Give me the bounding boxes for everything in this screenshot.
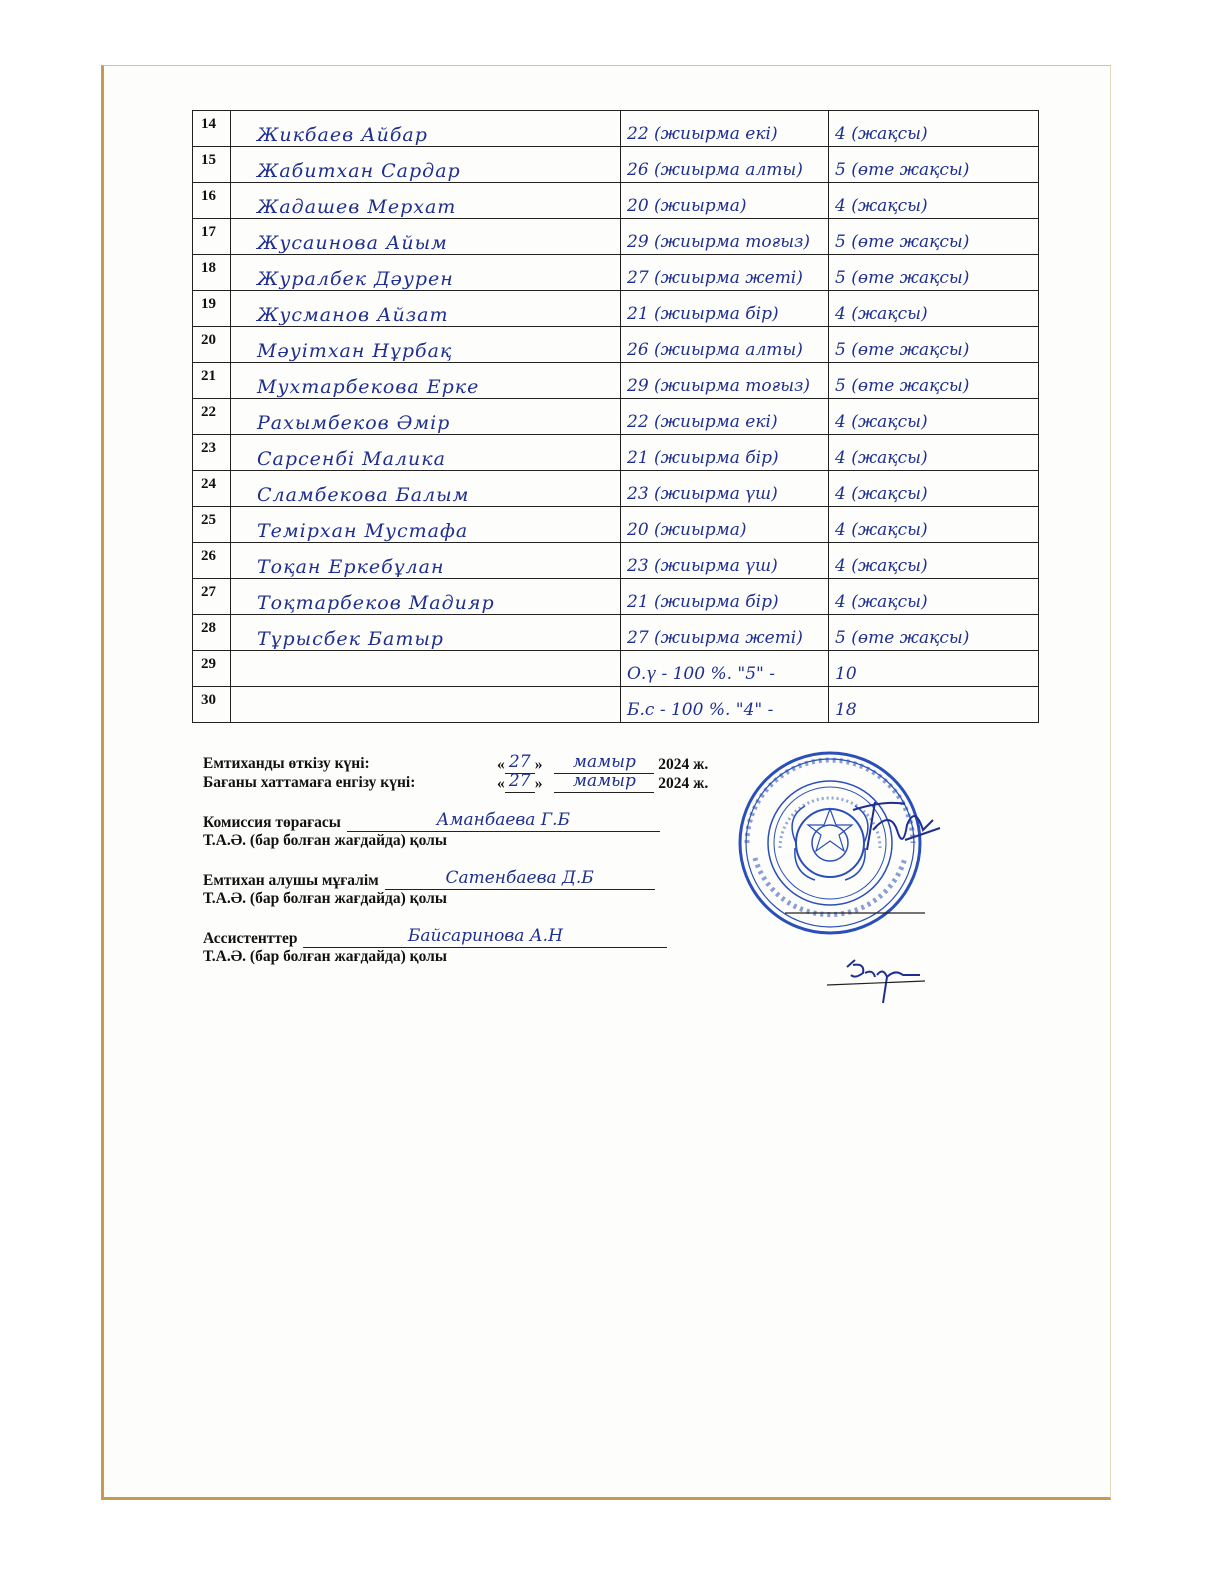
exam-year: 2024 ж.	[658, 756, 709, 773]
score-cell	[621, 219, 829, 255]
table-row	[193, 579, 1039, 615]
student-name: Жикбаев Айбар	[257, 124, 428, 146]
assistant-label: Ассистенттер	[203, 930, 298, 947]
mark-value: 5 (өте жақсы)	[835, 340, 970, 360]
table-row	[193, 435, 1039, 471]
student-name-cell	[231, 255, 621, 291]
student-name: Журалбек Дәурен	[257, 268, 454, 290]
student-name: Сламбекова Балым	[257, 484, 470, 506]
score-value: 26 (жиырма алты)	[627, 340, 803, 360]
score-cell	[621, 291, 829, 327]
student-name: Мухтарбекова Ерке	[257, 376, 480, 398]
score-value: 21 (жиырма бір)	[627, 592, 779, 612]
table-row	[193, 183, 1039, 219]
chair-caption: Т.А.Ә. (бар болған жағдайда) қолы	[203, 832, 447, 849]
score-value: 23 (жиырма үш)	[627, 556, 778, 576]
table-row	[193, 543, 1039, 579]
mark-cell	[829, 327, 1039, 363]
score-value: 22 (жиырма екі)	[627, 124, 778, 144]
score-value: 27 (жиырма жеті)	[627, 628, 803, 648]
score-value: 26 (жиырма алты)	[627, 160, 803, 180]
mark-value: 4 (жақсы)	[835, 520, 928, 540]
student-name: Рахымбеков Әмір	[257, 412, 451, 434]
row-number: 27	[193, 579, 231, 615]
table-row	[193, 291, 1039, 327]
table-row	[193, 615, 1039, 651]
teacher-name-field: Сатенбаева Д.Б	[385, 871, 655, 890]
chair-signature	[845, 790, 945, 860]
chair-label: Комиссия төрағасы	[203, 814, 341, 831]
student-name: Сарсенбі Малика	[257, 448, 446, 470]
table-row	[193, 147, 1039, 183]
row-number: 18	[193, 255, 231, 291]
exam-day: 27	[505, 755, 535, 774]
student-name: Тоқан Еркебұлан	[257, 556, 445, 578]
mark-value: 4 (жақсы)	[835, 304, 928, 324]
score-cell	[621, 327, 829, 363]
table-row	[193, 255, 1039, 291]
score-value: 29 (жиырма тоғыз)	[627, 376, 810, 396]
mark-cell	[829, 435, 1039, 471]
mark-cell	[829, 363, 1039, 399]
student-name	[231, 687, 620, 700]
mark-cell	[829, 111, 1039, 147]
table-row	[193, 327, 1039, 363]
row-number: 14	[193, 111, 231, 147]
mark-cell	[829, 579, 1039, 615]
score-cell	[621, 543, 829, 579]
mark-value: 4 (жақсы)	[835, 124, 928, 144]
entry-month: мамыр	[554, 774, 654, 793]
student-name-cell	[231, 327, 621, 363]
score-cell	[621, 147, 829, 183]
row-number: 21	[193, 363, 231, 399]
score-value: 22 (жиырма екі)	[627, 412, 778, 432]
mark-value: 5 (өте жақсы)	[835, 160, 970, 180]
student-name-cell	[231, 183, 621, 219]
score-cell	[621, 435, 829, 471]
row-number: 24	[193, 471, 231, 507]
score-cell	[621, 183, 829, 219]
mark-cell	[829, 686, 1039, 722]
mark-value: 4 (жақсы)	[835, 196, 928, 216]
row-number: 29	[193, 651, 231, 687]
score-cell	[621, 399, 829, 435]
score-cell	[621, 686, 829, 722]
student-name-cell	[231, 219, 621, 255]
entry-day: 27	[505, 774, 535, 793]
student-name-cell	[231, 471, 621, 507]
table-row	[193, 651, 1039, 687]
entry-date-line: Бағаны хаттамаға енгізу күні: « 27 » мамыр 2024 ж.	[203, 771, 709, 792]
student-name: Тұрысбек Батыр	[257, 628, 444, 650]
score-value: 20 (жиырма)	[627, 196, 747, 216]
row-number: 26	[193, 543, 231, 579]
teacher-caption: Т.А.Ә. (бар болған жағдайда) қолы	[203, 890, 447, 907]
score-value: Б.с - 100 %. "4" -	[627, 699, 774, 720]
student-name-cell	[231, 291, 621, 327]
entry-year: 2024 ж.	[658, 775, 709, 792]
assistant-signature	[825, 955, 925, 1010]
mark-cell	[829, 507, 1039, 543]
student-name-cell	[231, 111, 621, 147]
student-name-cell	[231, 686, 621, 722]
row-number: 28	[193, 615, 231, 651]
score-cell	[621, 363, 829, 399]
row-number: 19	[193, 291, 231, 327]
score-value: О.ү - 100 %. "5" -	[627, 664, 776, 684]
student-name-cell	[231, 543, 621, 579]
table-row	[193, 219, 1039, 255]
student-name: Жусаинова Айым	[257, 232, 448, 254]
mark-cell	[829, 255, 1039, 291]
score-cell	[621, 579, 829, 615]
mark-value: 5 (өте жақсы)	[835, 376, 970, 396]
score-cell	[621, 255, 829, 291]
assistant-caption: Т.А.Ә. (бар болған жағдайда) қолы	[203, 948, 447, 965]
student-name-cell	[231, 579, 621, 615]
mark-cell	[829, 615, 1039, 651]
mark-cell	[829, 219, 1039, 255]
protocol-footer	[203, 752, 763, 967]
score-value: 21 (жиырма бір)	[627, 304, 779, 324]
table-row	[193, 471, 1039, 507]
row-number: 15	[193, 147, 231, 183]
student-name: Мәуітхан Нұрбақ	[257, 340, 453, 362]
mark-value: 18	[835, 699, 857, 720]
table-row	[193, 363, 1039, 399]
student-name-cell	[231, 651, 621, 687]
student-name: Жадашев Мерхат	[257, 196, 457, 218]
mark-value: 4 (жақсы)	[835, 448, 928, 468]
mark-value: 5 (өте жақсы)	[835, 628, 970, 648]
teacher-label: Емтихан алушы мұғалім	[203, 872, 379, 889]
mark-cell	[829, 543, 1039, 579]
student-name-cell	[231, 147, 621, 183]
score-cell	[621, 651, 829, 687]
chair-line	[203, 810, 763, 832]
score-value: 29 (жиырма тоғыз)	[627, 232, 810, 252]
score-cell	[621, 615, 829, 651]
table-row	[193, 111, 1039, 147]
exam-date-label: Емтиханды өткізу күні:	[203, 755, 370, 772]
chair-name-field: Аманбаева Г.Б	[347, 813, 660, 832]
student-name-cell	[231, 615, 621, 651]
mark-value: 5 (өте жақсы)	[835, 268, 970, 288]
mark-cell	[829, 471, 1039, 507]
row-number: 25	[193, 507, 231, 543]
mark-value: 10	[835, 664, 857, 684]
mark-value: 4 (жақсы)	[835, 484, 928, 504]
mark-value: 4 (жақсы)	[835, 412, 928, 432]
student-name: Жусманов Айзат	[257, 304, 449, 326]
student-name: Жабитхан Сардар	[257, 160, 461, 182]
score-value: 27 (жиырма жеті)	[627, 268, 803, 288]
score-cell	[621, 507, 829, 543]
mark-value: 5 (өте жақсы)	[835, 232, 970, 252]
student-name-cell	[231, 507, 621, 543]
row-number: 17	[193, 219, 231, 255]
table-row	[193, 507, 1039, 543]
student-name-cell	[231, 435, 621, 471]
mark-cell	[829, 183, 1039, 219]
score-value: 21 (жиырма бір)	[627, 448, 779, 468]
score-cell	[621, 111, 829, 147]
student-name-cell	[231, 363, 621, 399]
teacher-signature-line	[785, 905, 925, 917]
score-cell	[621, 471, 829, 507]
mark-value: 4 (жақсы)	[835, 592, 928, 612]
row-number: 23	[193, 435, 231, 471]
student-name-cell	[231, 399, 621, 435]
exam-month: мамыр	[554, 755, 654, 774]
row-number: 20	[193, 327, 231, 363]
row-number: 30	[193, 686, 231, 722]
table-row	[193, 399, 1039, 435]
mark-cell	[829, 399, 1039, 435]
table-row	[193, 686, 1039, 722]
grades-table	[192, 110, 1039, 723]
score-value: 20 (жиырма)	[627, 520, 747, 540]
student-name	[231, 651, 620, 664]
mark-cell	[829, 291, 1039, 327]
row-number: 16	[193, 183, 231, 219]
student-name: Тоқтарбеков Мадияр	[257, 592, 495, 614]
entry-date-label: Бағаны хаттамаға енгізу күні:	[203, 774, 416, 791]
score-value: 23 (жиырма үш)	[627, 484, 778, 504]
teacher-line	[203, 868, 763, 890]
student-name: Темірхан Мустафа	[257, 520, 469, 542]
assistant-name-field: Байсаринова А.Н	[303, 929, 667, 948]
mark-value: 4 (жақсы)	[835, 556, 928, 576]
mark-cell	[829, 147, 1039, 183]
exam-date-line: Емтиханды өткізу күні: « 27 » мамыр 2024 ж.	[203, 752, 709, 773]
assistant-line	[203, 926, 763, 948]
mark-cell	[829, 651, 1039, 687]
row-number: 22	[193, 399, 231, 435]
